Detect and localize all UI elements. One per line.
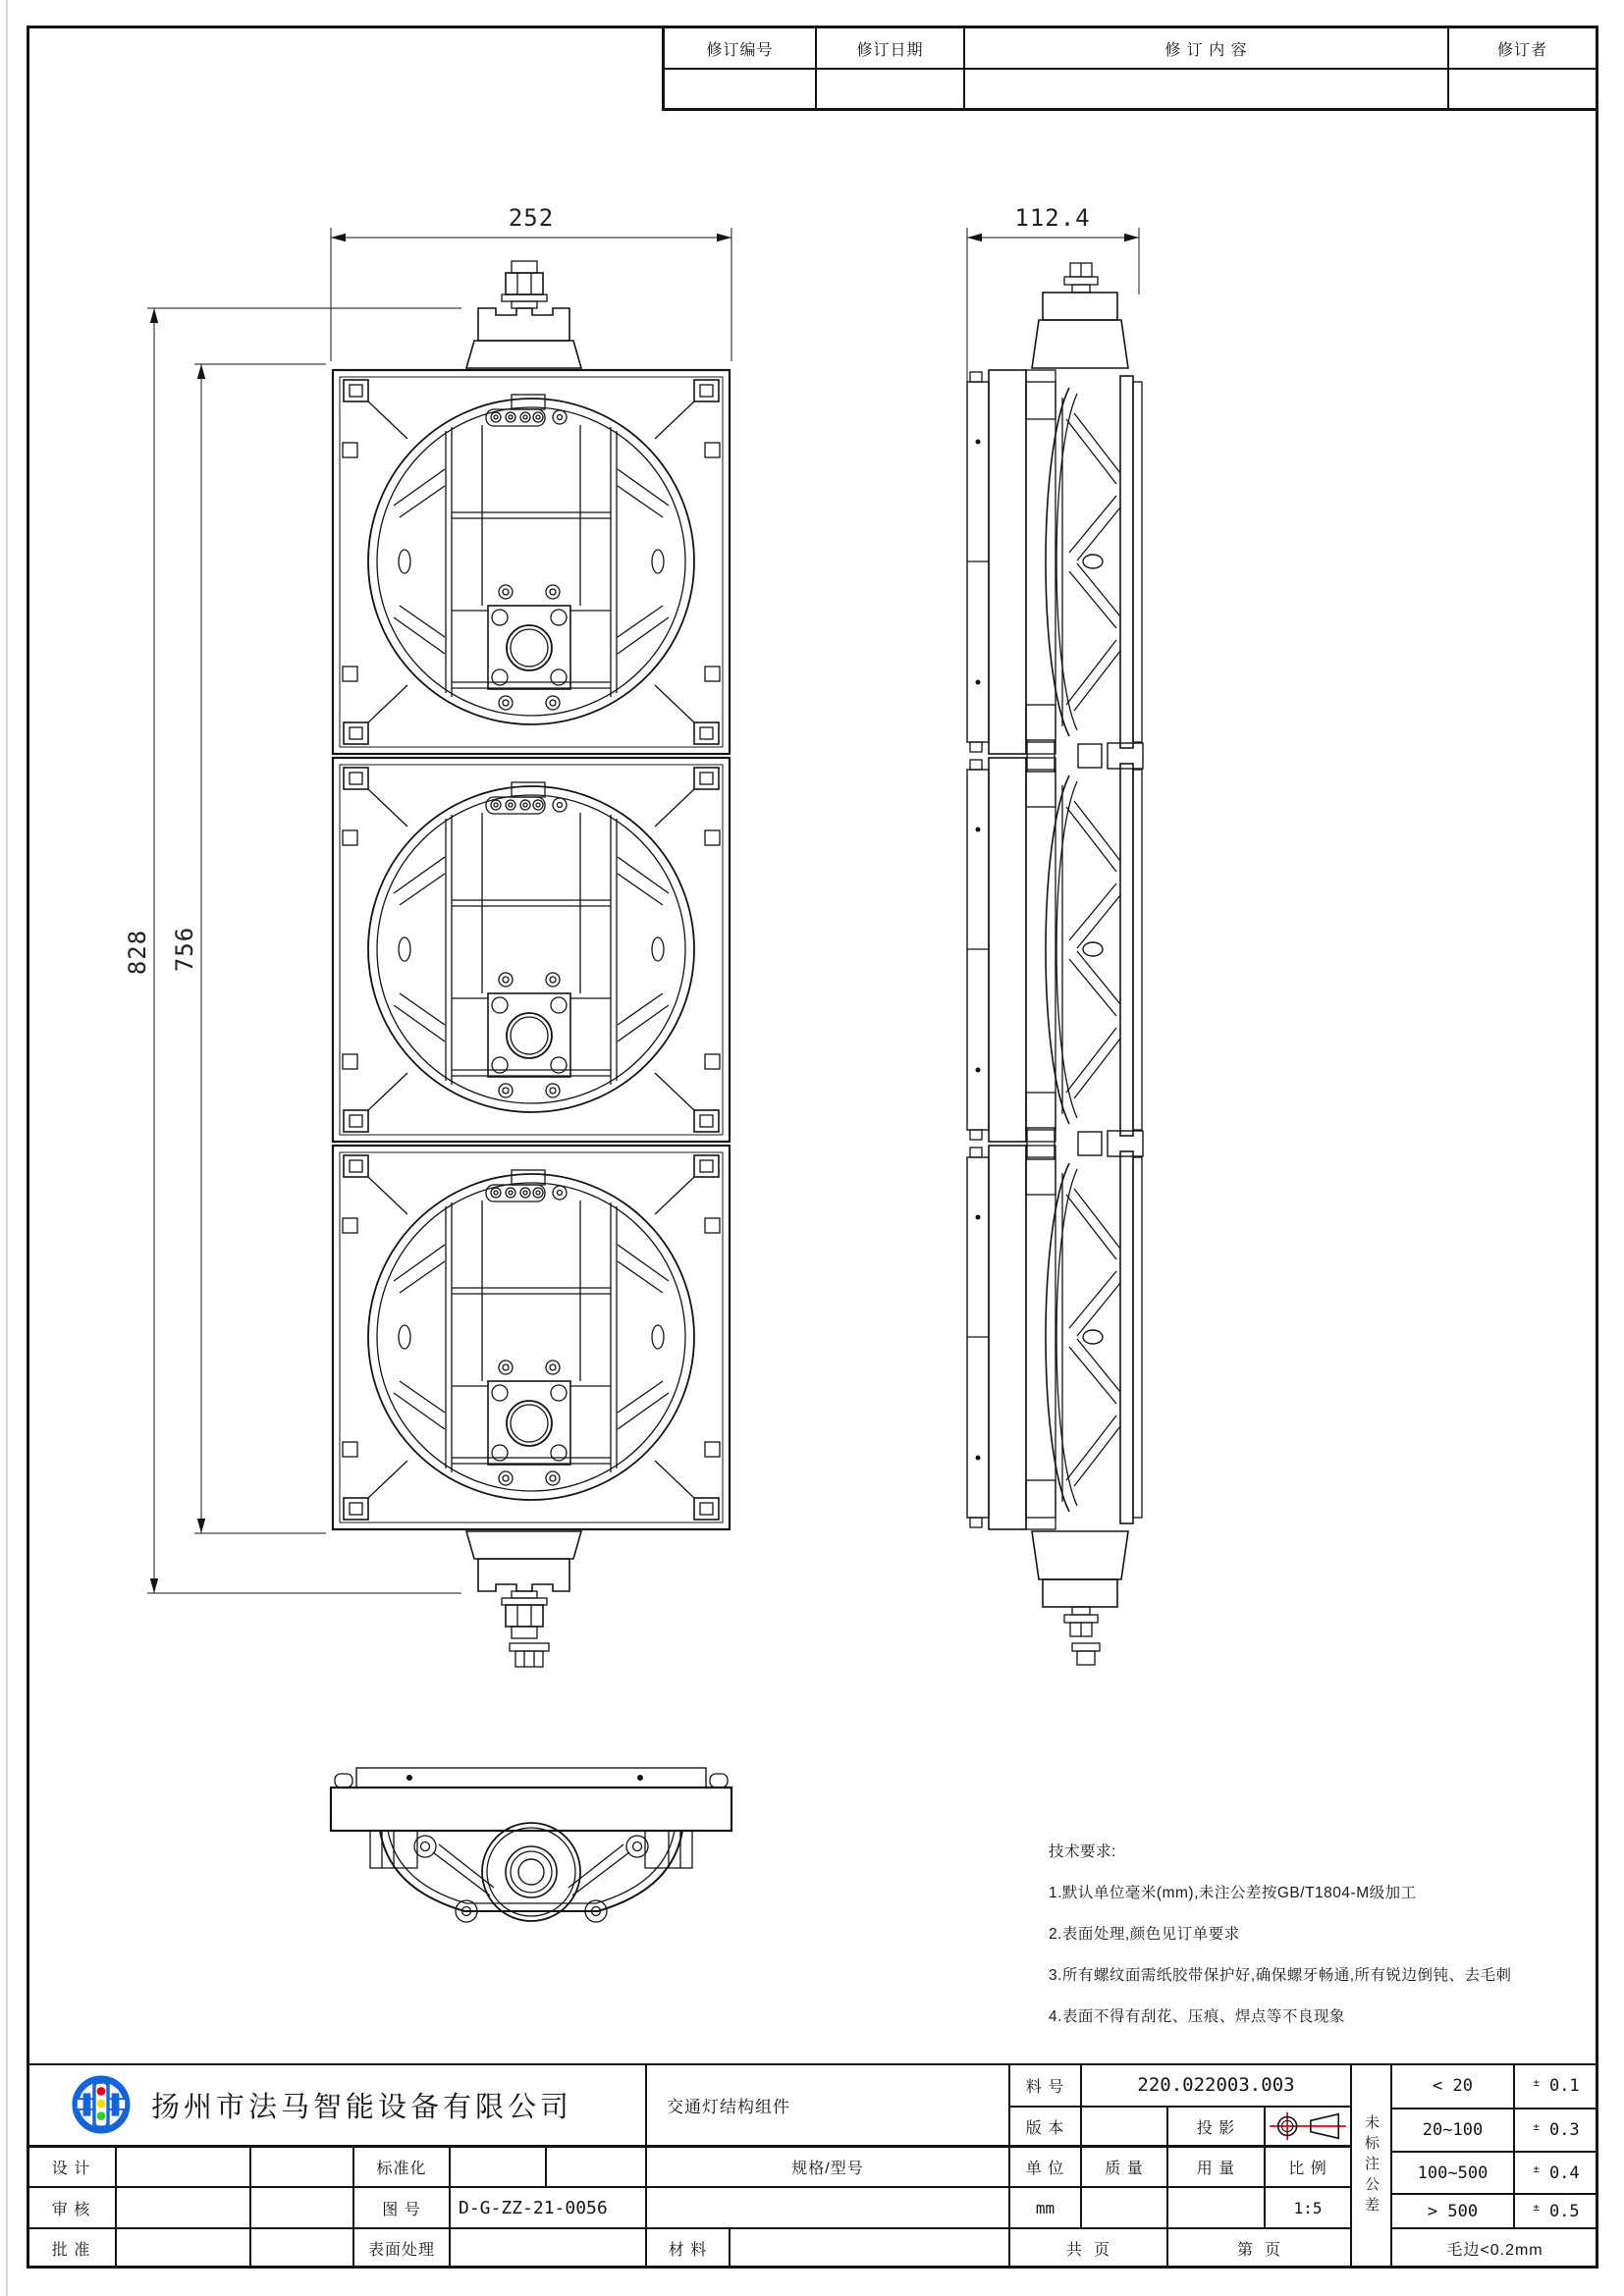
revision-col-content: 修 订 内 容 — [964, 27, 1448, 69]
projection-symbol-cell — [1265, 2107, 1351, 2146]
spec-value — [646, 2187, 1009, 2228]
plus-minus-sign: ± — [1533, 2119, 1540, 2133]
revision-row-cell — [816, 69, 964, 109]
surface-label: 表面处理 — [353, 2228, 450, 2269]
mass-label: 质 量 — [1081, 2146, 1167, 2187]
dim-front-width: 252 — [508, 204, 555, 232]
dimension-112-4 — [967, 204, 1139, 422]
approve-label: 批 准 — [27, 2228, 116, 2269]
tech-req-line: 2.表面处理,颜色见订单要求 — [1049, 1926, 1240, 1943]
mass-value — [1081, 2187, 1167, 2228]
dim-body-height: 756 — [171, 926, 198, 973]
front-bottom-nut — [510, 1643, 549, 1667]
tech-req-line: 4.表面不得有刮花、压痕、焊点等不良现象 — [1049, 2008, 1345, 2025]
design-label: 设 计 — [27, 2146, 116, 2187]
material-label: 材 料 — [646, 2228, 730, 2269]
tolerance-range: < 20 — [1391, 2063, 1514, 2109]
standardization-date-cell — [546, 2146, 646, 2187]
tolerance-number: 0.4 — [1548, 2163, 1580, 2183]
projection-label: 投 影 — [1167, 2107, 1265, 2146]
standardization-name-cell — [450, 2146, 546, 2187]
plus-minus-sign: ± — [1533, 2075, 1540, 2089]
material-value — [730, 2228, 1009, 2269]
tolerance-title: 未标注公差 — [1351, 2063, 1391, 2269]
spec-label: 规格/型号 — [646, 2146, 1009, 2187]
titleblock-top-line — [27, 2063, 1598, 2065]
check-date-cell — [250, 2187, 353, 2228]
design-date-cell — [250, 2146, 353, 2187]
titleblock-row-line — [27, 2146, 1351, 2148]
tolerance-range: 20~100 — [1391, 2109, 1514, 2152]
tolerance-value — [1514, 2109, 1598, 2152]
front-view — [333, 261, 730, 1667]
revision-table — [662, 26, 1598, 111]
first-angle-projection-icon — [1267, 2109, 1349, 2144]
dim-side-width: 112.4 — [1014, 204, 1091, 232]
company-name: 扬州市法马智能设备有限公司 — [151, 2091, 573, 2123]
revision-col-author: 修订者 — [1448, 27, 1597, 69]
revision-col-number: 修订编号 — [664, 27, 816, 69]
company-cell — [27, 2063, 646, 2146]
scale-label: 比 例 — [1265, 2146, 1351, 2187]
revision-col-date: 修订日期 — [816, 27, 964, 69]
dim-total-height: 828 — [124, 929, 151, 976]
tech-req-title: 技术要求: — [1049, 1843, 1116, 1860]
tolerance-value — [1514, 2152, 1598, 2194]
check-label: 审 核 — [27, 2187, 116, 2228]
scale-value: 1:5 — [1265, 2187, 1351, 2228]
tolerance-value — [1514, 2063, 1598, 2109]
tech-req-line: 3.所有螺纹面需纸胶带保护好,确保螺牙畅通,所有锐边倒钝、去毛刺 — [1049, 1967, 1512, 1984]
company-logo-icon — [71, 2074, 132, 2135]
page-number-label: 第 页 — [1167, 2228, 1351, 2269]
approve-date-cell — [250, 2228, 353, 2269]
technical-requirements — [1049, 1832, 1512, 2038]
total-pages-label: 共 页 — [1009, 2228, 1167, 2269]
surface-value — [450, 2228, 646, 2269]
standardization-label: 标准化 — [353, 2146, 450, 2187]
part-no-value: 220.022003.003 — [1081, 2063, 1351, 2107]
tolerance-range: > 500 — [1391, 2194, 1514, 2228]
tech-req-line: 1.默认单位毫米(mm),未注公差按GB/T1804-M级加工 — [1049, 1885, 1417, 1901]
revision-row-cell — [664, 69, 816, 109]
tolerance-range: 100~500 — [1391, 2152, 1514, 2194]
check-name-cell — [116, 2187, 250, 2228]
revision-row-cell — [1448, 69, 1597, 109]
version-value — [1081, 2107, 1167, 2146]
revision-row-cell — [964, 69, 1448, 109]
usage-value — [1167, 2187, 1265, 2228]
plus-minus-sign: ± — [1533, 2201, 1540, 2214]
side-view — [967, 263, 1143, 1665]
dimension-756 — [171, 364, 326, 1533]
bottom-view — [331, 1768, 731, 1922]
version-label: 版 本 — [1009, 2107, 1081, 2146]
burr-note: 毛边<0.2mm — [1391, 2228, 1598, 2269]
tolerance-number: 0.5 — [1548, 2201, 1580, 2221]
dwg-no-label: 图 号 — [353, 2187, 450, 2228]
title-block — [27, 2063, 1598, 2269]
dwg-no-value: D-G-ZZ-21-0056 — [450, 2187, 646, 2228]
design-name-cell — [116, 2146, 250, 2187]
plus-minus-sign: ± — [1533, 2163, 1540, 2175]
unit-value: mm — [1009, 2187, 1081, 2228]
part-no-label: 料 号 — [1009, 2063, 1081, 2107]
unit-label: 单 位 — [1009, 2146, 1081, 2187]
tolerance-number: 0.1 — [1548, 2076, 1580, 2096]
usage-label: 用 量 — [1167, 2146, 1265, 2187]
side-bottom-nut — [1072, 1643, 1100, 1665]
tolerance-number: 0.3 — [1548, 2120, 1580, 2140]
part-name: 交通灯结构组件 — [646, 2063, 1009, 2146]
approve-name-cell — [116, 2228, 250, 2269]
tolerance-value — [1514, 2194, 1598, 2228]
